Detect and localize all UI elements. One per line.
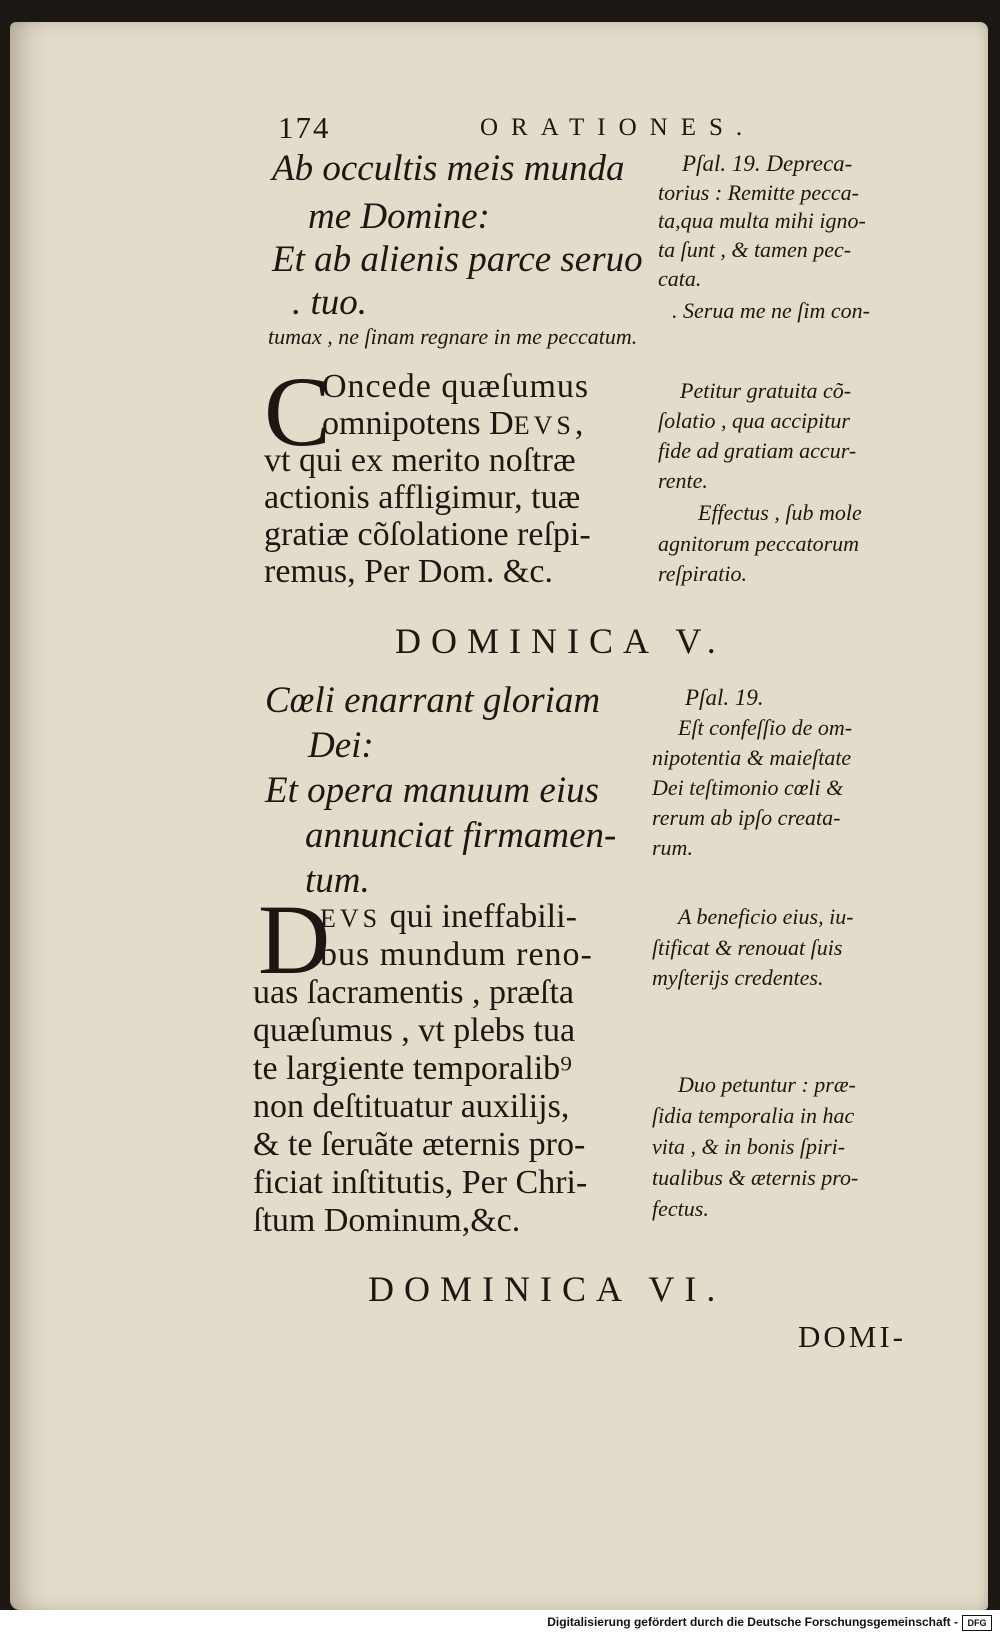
prayer-line: actionis affligimur, tuæ — [264, 479, 581, 516]
margin-note-line: ſidia temporalia in hac — [652, 1103, 855, 1128]
margin-note-line: fide ad gratiam accur- — [658, 438, 857, 463]
margin-note-line: A beneficio eius, iu- — [678, 904, 854, 929]
prayer-line: remus, Per Dom. &c. — [264, 553, 553, 590]
drop-cap-initial: C — [264, 356, 331, 467]
verse-line: annunciat firmamen- — [305, 815, 617, 856]
footer-credit: Digitalisierung gefördert durch die Deutsche Forschungsgemeinschaft - — [547, 1615, 958, 1629]
margin-note-line: ſtificat & renouat ſuis — [652, 935, 843, 960]
margin-note-line: reſpiratio. — [658, 561, 748, 586]
margin-note-line: fectus. — [652, 1196, 709, 1221]
verse-line: Et opera manuum eius — [265, 770, 599, 811]
margin-note-line: Dei teſtimonio cœli & — [652, 775, 844, 800]
prayer-line: quæſumus , vt plebs tua — [253, 1012, 576, 1049]
margin-note-line: Pſal. 19. — [685, 685, 764, 710]
prayer-line: non deſtituatur auxilijs, — [253, 1088, 570, 1125]
margin-note-line: Petitur gratuita cõ- — [680, 378, 852, 403]
section-heading: DOMINICA VI. — [368, 1269, 726, 1309]
margin-note-line: rente. — [658, 468, 708, 493]
prayer-line: EVS qui ineffabili- — [320, 898, 577, 935]
verse-line: . tuo. — [292, 282, 368, 323]
section-heading: DOMINICA V. — [395, 621, 726, 661]
verse-line: tum. — [305, 860, 370, 901]
margin-note-line: agnitorum peccatorum — [658, 531, 860, 556]
prayer-line: gratiæ cõſolatione reſpi- — [264, 516, 591, 553]
margin-note-line: . Serua me ne ſim con- — [672, 298, 870, 323]
prayer-line: te largiente temporalib⁹ — [253, 1050, 572, 1087]
dfg-logo: DFG — [962, 1615, 992, 1631]
margin-note-line: ſolatio , qua accipitur — [658, 408, 850, 433]
digitization-footer — [0, 1610, 1000, 1635]
prayer-line: uas ſacramentis , præſta — [253, 974, 575, 1011]
margin-note-line: nipotentia & maieſtate — [652, 745, 852, 770]
margin-note-line: myſterijs credentes. — [652, 965, 824, 990]
page-number: 174 — [278, 110, 331, 145]
margin-note-line: ta ſunt , & tamen pec- — [658, 237, 852, 262]
book-page — [10, 22, 988, 1610]
margin-note-line: ta,qua multa mihi igno- — [658, 208, 866, 233]
prayer-line: ſtum Dominum,&c. — [253, 1202, 521, 1239]
margin-note-line: torius : Remitte pecca- — [658, 180, 859, 205]
margin-note-line: vita , & in bonis ſpiri- — [652, 1134, 846, 1159]
prayer-line: ficiat inſtitutis, Per Chri- — [253, 1164, 588, 1201]
margin-note-line: rerum ab ipſo creata- — [652, 805, 841, 830]
prayer-line: Oncede quæſumus — [322, 368, 590, 405]
prayer-line: vt qui ex merito noſtræ — [264, 442, 576, 479]
verse-line: Ab occultis meis munda — [272, 148, 625, 189]
margin-note-line: rum. — [652, 835, 693, 860]
prayer-line: omnipotens DEVS, — [322, 405, 584, 442]
running-title: ORATIONES. — [480, 114, 756, 141]
prayer-line: bus mundum reno- — [320, 936, 593, 973]
prayer-line: & te ſeruãte æternis pro- — [253, 1126, 586, 1163]
verse-line: me Domine: — [308, 196, 490, 237]
margin-note-line: Effectus , ſub mole — [698, 500, 862, 525]
margin-note-line: tualibus & æternis pro- — [652, 1165, 859, 1190]
margin-note-line: Eſt confeſſio de om- — [678, 715, 853, 740]
catchword: DOMI- — [798, 1319, 906, 1354]
margin-note-line: Pſal. 19. Depreca- — [682, 151, 853, 176]
margin-note-line: Duo petuntur : præ- — [678, 1072, 856, 1097]
verse-line: Et ab alienis parce seruo — [272, 239, 643, 280]
margin-note-line: cata. — [658, 266, 702, 291]
verse-line: Cœli enarrant gloriam — [265, 680, 601, 721]
verse-line: Dei: — [308, 725, 374, 766]
drop-cap-initial: D — [258, 884, 331, 995]
verse-overflow-line: tumax , ne ſinam regnare in me peccatum. — [268, 324, 638, 349]
